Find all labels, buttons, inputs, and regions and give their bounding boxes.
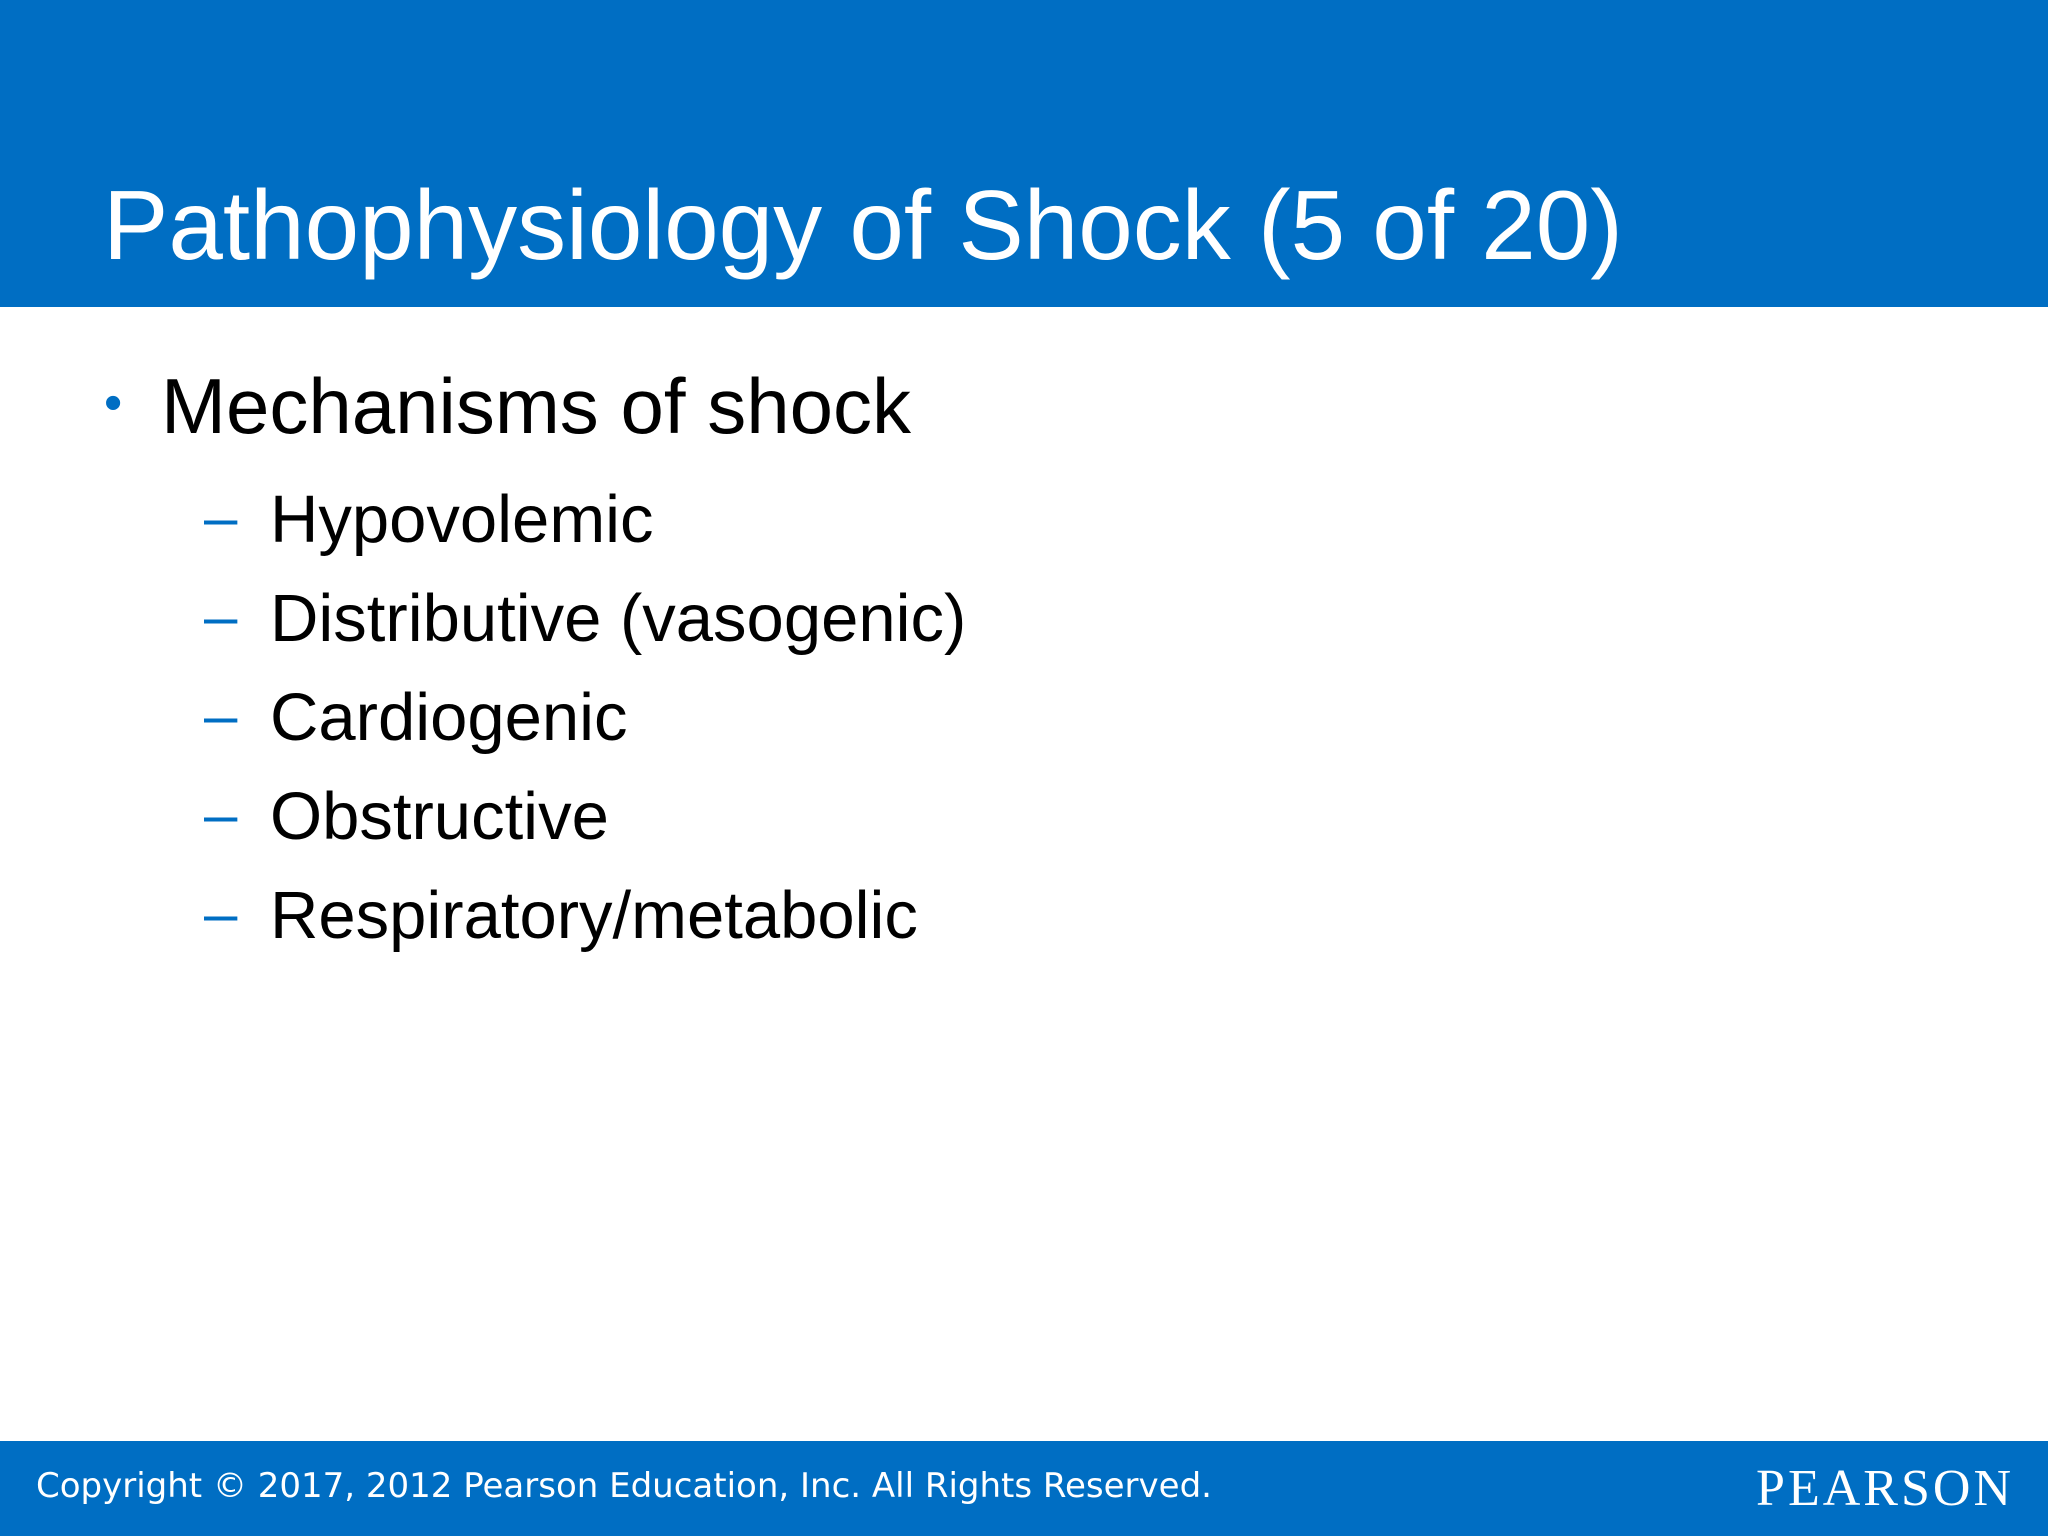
- sub-bullet-cardiogenic: [204, 668, 966, 767]
- copyright-text: Copyright © 2017, 2012 Pearson Education, Inc. All Rights Reserved.: [36, 1466, 1212, 1506]
- sub-bullet-obstructive: [204, 767, 966, 866]
- sub-bullet-text: Obstructive: [270, 778, 609, 854]
- dash-marker: –: [204, 483, 238, 551]
- sub-bullet-respiratory-metabolic: [204, 866, 966, 965]
- dash-marker: –: [204, 582, 238, 650]
- bullet-text: Mechanisms of shock: [161, 362, 911, 450]
- pearson-logo: PEARSON: [1756, 1460, 2014, 1517]
- sub-bullet-text: Cardiogenic: [270, 679, 628, 755]
- sub-bullet-text: Respiratory/metabolic: [270, 877, 918, 953]
- sub-bullet-list: [204, 470, 966, 965]
- slide-title: Pathophysiology of Shock (5 of 20): [103, 170, 1623, 280]
- dash-marker: –: [204, 780, 238, 848]
- dash-marker: –: [204, 879, 238, 947]
- sub-bullet-text: Distributive (vasogenic): [270, 580, 967, 656]
- sub-bullet-hypovolemic: [204, 470, 966, 569]
- bullet-marker: •: [104, 373, 123, 432]
- bullet-mechanisms-of-shock: [104, 362, 911, 452]
- sub-bullet-distributive: [204, 569, 966, 668]
- dash-marker: –: [204, 681, 238, 749]
- sub-bullet-text: Hypovolemic: [270, 481, 654, 557]
